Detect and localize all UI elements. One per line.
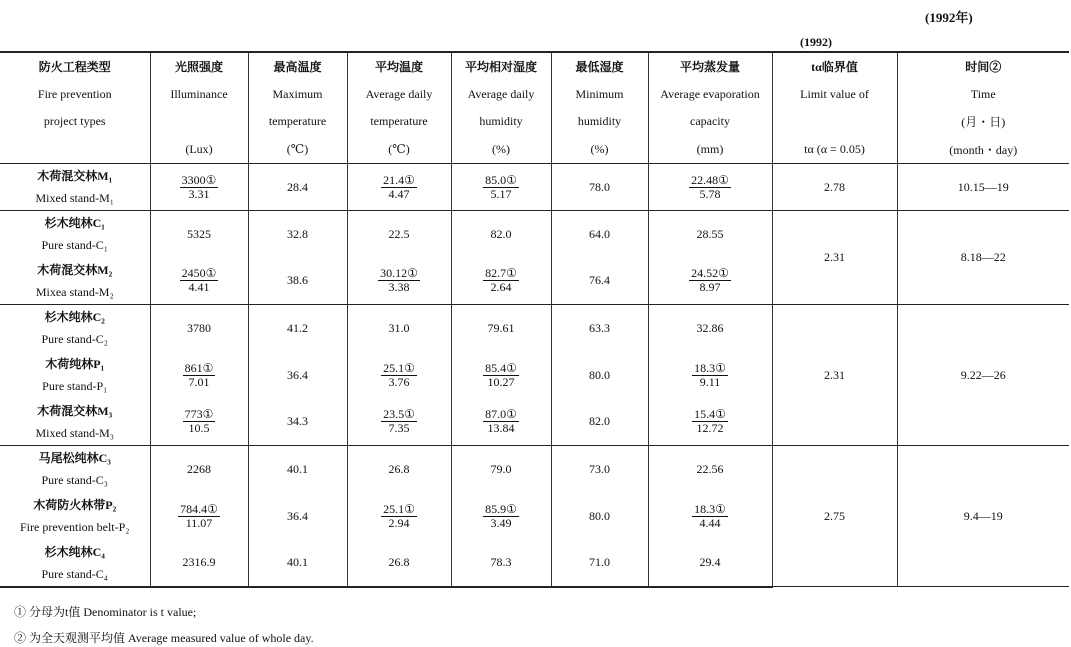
header-cell: Maximum [248,81,347,109]
min-humidity-cell: 63.3 [551,305,648,352]
project-type-cell [0,540,150,587]
avg-temperature-cell [347,164,451,211]
avg-humidity-cell: 78.3 [451,540,551,587]
header-cell: Average daily [451,81,551,109]
illuminance-cell: 5325 [150,211,248,258]
fraction-denominator-t-value: 11.07 [185,515,213,530]
header-cell: 防火工程类型 [0,52,150,81]
avg-humidity-cell [451,352,551,399]
project-type-cn: 木荷混交林M₂ [37,262,113,277]
evaporation-cell [648,399,772,446]
table-row [0,446,1069,493]
max-temperature-cell: 36.4 [248,493,347,540]
project-type-cn: 杉木纯林C₄ [44,544,105,559]
limit-year-label: (1992) [800,35,832,49]
fraction-denominator-t-value: 4.41 [188,280,210,295]
fraction-denominator-t-value: 4.44 [699,515,721,530]
max-temperature-cell: 40.1 [248,446,347,493]
project-type-en: Pure stand-C₁ [41,238,108,253]
header-cell: 平均温度 [347,52,451,81]
fraction-numerator: 30.12① [380,266,418,281]
avg-humidity-cell: 79.61 [451,305,551,352]
project-type-cell [0,493,150,540]
row-group [0,164,1069,211]
fraction-numerator: 3300① [181,172,217,187]
fraction-value [381,174,417,201]
avg-temperature-cell: 22.5 [347,211,451,258]
avg-temperature-cell [347,352,451,399]
fraction-value [692,408,728,435]
fraction-denominator-t-value: 2.64 [490,280,512,295]
avg-temperature-cell: 26.8 [347,446,451,493]
fraction-numerator: 18.3① [694,360,726,375]
fraction-numerator: 85.9① [485,501,517,516]
evaporation-cell [648,352,772,399]
header-cell: (%) [551,136,648,164]
avg-humidity-cell [451,258,551,305]
header-cell [0,136,150,164]
evaporation-cell [648,493,772,540]
avg-humidity-cell [451,493,551,540]
fraction-value [692,362,728,389]
evaporation-cell: 28.55 [648,211,772,258]
header-cell: tα (α = 0.05) [772,136,897,164]
max-temperature-cell: 28.4 [248,164,347,211]
min-humidity-cell: 80.0 [551,493,648,540]
t-limit-cell: 2.75 [772,446,897,587]
min-humidity-cell: 73.0 [551,446,648,493]
illuminance-cell: 2316.9 [150,540,248,587]
avg-temperature-cell [347,258,451,305]
project-type-cell [0,258,150,305]
project-type-cn: 木荷混交林M₃ [37,403,113,418]
illuminance-cell: 2268 [150,446,248,493]
fraction-denominator-t-value: 3.76 [388,374,410,389]
project-type-cn: 杉木纯林C₁ [44,216,105,231]
fraction-numerator: 85.0① [485,172,517,187]
fire-prevention-table [0,51,1069,588]
max-temperature-cell: 34.3 [248,399,347,446]
header-cell: temperature [347,108,451,136]
time-cell: 8.18—22 [897,211,1069,305]
fraction-denominator-t-value: 9.11 [699,374,721,389]
project-type-cell [0,399,150,446]
max-temperature-cell: 41.2 [248,305,347,352]
project-type-en: Fire prevention belt-P₂ [20,520,130,534]
fraction-value [483,174,519,201]
avg-temperature-cell: 26.8 [347,540,451,587]
fraction-value [689,267,731,294]
max-temperature-cell: 32.8 [248,211,347,258]
header-cell: (℃) [347,136,451,164]
header-cell: temperature [248,108,347,136]
fraction-value [483,408,519,435]
avg-temperature-cell [347,493,451,540]
max-temperature-cell: 38.6 [248,258,347,305]
fraction-denominator-t-value: 5.78 [699,186,721,201]
header-cell: capacity [648,108,772,136]
project-type-cell [0,352,150,399]
avg-temperature-cell [347,399,451,446]
fraction-numerator: 24.52① [691,266,729,281]
header-cell: 最低湿度 [551,52,648,81]
fraction-denominator-t-value: 10.27 [487,374,515,389]
header-cell: Minimum [551,81,648,109]
max-temperature-cell: 40.1 [248,540,347,587]
header-cell: (℃) [248,136,347,164]
project-type-cn: 木荷混交林M₁ [37,169,113,183]
fraction-value [381,503,417,530]
table-header [0,52,1069,164]
fraction-denominator-t-value: 2.94 [388,515,410,530]
project-type-cn: 杉木纯林C₂ [44,310,105,325]
fraction-value [381,362,417,389]
min-humidity-cell: 64.0 [551,211,648,258]
project-type-cell [0,164,150,211]
fraction-value [483,267,519,294]
fraction-numerator: 2450① [181,266,217,281]
evaporation-cell: 22.56 [648,446,772,493]
t-limit-cell: 2.31 [772,211,897,305]
fraction-denominator-t-value: 12.72 [696,421,724,436]
fraction-denominator-t-value: 3.49 [490,515,512,530]
header-cell: 时间② [897,52,1069,81]
header-cell: 平均蒸发量 [648,52,772,81]
illuminance-cell [150,258,248,305]
header-cell: tα临界值 [772,52,897,81]
header-cell: (月・日) [897,108,1069,136]
project-type-en: Mixed stand-M₃ [35,425,114,440]
header-cell: (month・day) [897,136,1069,164]
row-group [0,305,1069,446]
fraction-numerator: 15.4① [694,407,726,422]
project-type-en: Pure stand-C₄ [41,566,108,581]
header-cell [772,108,897,136]
header-cell: (mm) [648,136,772,164]
illuminance-cell [150,352,248,399]
min-humidity-cell: 78.0 [551,164,648,211]
avg-temperature-cell: 31.0 [347,305,451,352]
fraction-value [483,362,519,389]
fraction-denominator-t-value: 5.17 [490,186,512,201]
fraction-numerator: 85.4① [485,360,517,375]
time-cell: 9.4—19 [897,446,1069,587]
table-year-label: (1992年) [925,10,973,25]
fraction-denominator-t-value: 13.84 [487,421,515,436]
project-type-cell [0,211,150,258]
fraction-numerator: 861① [184,360,214,375]
header-row-en2 [0,108,1069,136]
fraction-value [183,362,216,389]
min-humidity-cell: 82.0 [551,399,648,446]
fraction-numerator: 21.4① [383,172,415,187]
header-row-en1 [0,81,1069,109]
fraction-denominator-t-value: 10.5 [188,421,210,436]
avg-humidity-cell: 79.0 [451,446,551,493]
evaporation-cell: 32.86 [648,305,772,352]
avg-humidity-cell [451,399,551,446]
illuminance-cell [150,164,248,211]
header-cell: Time [897,81,1069,109]
footnote-1: ① 分母为t值 Denominator is t value; [14,605,197,619]
fraction-denominator-t-value: 7.01 [188,374,210,389]
header-cell: Average evaporation [648,81,772,109]
fraction-value [692,503,728,530]
header-cell: (Lux) [150,136,248,164]
evaporation-cell [648,164,772,211]
fraction-value [689,174,731,201]
header-cell: 光照强度 [150,52,248,81]
project-type-cell [0,446,150,493]
project-type-cn: 木荷防火林带P₂ [33,498,117,512]
project-type-en: Pure stand-C₂ [41,332,108,347]
fraction-value [483,503,519,530]
min-humidity-cell: 76.4 [551,258,648,305]
fraction-numerator: 87.0① [485,407,517,422]
header-cell: humidity [551,108,648,136]
project-type-cn: 木荷纯林P₁ [45,357,105,371]
fraction-numerator: 25.1① [383,501,415,516]
fraction-numerator: 784.4① [180,501,218,516]
header-cell: 最高温度 [248,52,347,81]
avg-humidity-cell: 82.0 [451,211,551,258]
project-type-cn: 马尾松纯林C₃ [38,451,111,466]
fraction-numerator: 25.1① [383,360,415,375]
max-temperature-cell: 36.4 [248,352,347,399]
header-cell: Average daily [347,81,451,109]
fraction-value [378,267,420,294]
project-type-en: Mixea stand-M₂ [35,284,114,299]
header-cell: Illuminance [150,81,248,109]
illuminance-cell: 3780 [150,305,248,352]
min-humidity-cell: 80.0 [551,352,648,399]
header-cell: humidity [451,108,551,136]
header-row-unit [0,136,1069,164]
fraction-value [178,503,220,530]
evaporation-cell [648,258,772,305]
illuminance-cell [150,399,248,446]
fraction-denominator-t-value: 3.31 [188,186,210,201]
t-limit-cell: 2.78 [772,164,897,211]
header-cell: (%) [451,136,551,164]
row-group [0,446,1069,587]
t-limit-cell: 2.31 [772,305,897,446]
fraction-value [183,408,216,435]
fraction-numerator: 22.48① [691,172,729,187]
project-type-en: Mixed stand-M₁ [35,191,114,205]
fraction-value [381,408,417,435]
fraction-value [180,267,219,294]
fraction-denominator-t-value: 4.47 [388,186,410,201]
table-row [0,211,1069,258]
row-group [0,211,1069,305]
table-row [0,164,1069,211]
fraction-denominator-t-value: 8.97 [699,280,721,295]
evaporation-cell: 29.4 [648,540,772,587]
time-cell: 10.15—19 [897,164,1069,211]
illuminance-cell [150,493,248,540]
fraction-denominator-t-value: 7.35 [388,421,410,436]
table-row [0,305,1069,352]
fraction-numerator: 773① [184,407,214,422]
min-humidity-cell: 71.0 [551,540,648,587]
header-cell: Limit value of [772,81,897,109]
fraction-numerator: 82.7① [485,266,517,281]
fraction-numerator: 23.5① [383,407,415,422]
fraction-denominator-t-value: 3.38 [388,280,410,295]
time-cell: 9.22—26 [897,305,1069,446]
header-cell: project types [43,114,106,129]
fraction-value [180,174,219,201]
project-type-cell [0,305,150,352]
project-type-en: Pure stand-P₁ [42,379,108,393]
header-cell: 平均相对湿度 [451,52,551,81]
fraction-numerator: 18.3① [694,501,726,516]
header-cell [150,108,248,136]
header-row-cn [0,52,1069,81]
footnote-2: ② 为全天观测平均值 Average measured value of whole day. [14,631,314,645]
header-cell: Fire prevention [37,86,112,101]
project-type-en: Pure stand-C₃ [41,473,108,488]
avg-humidity-cell [451,164,551,211]
